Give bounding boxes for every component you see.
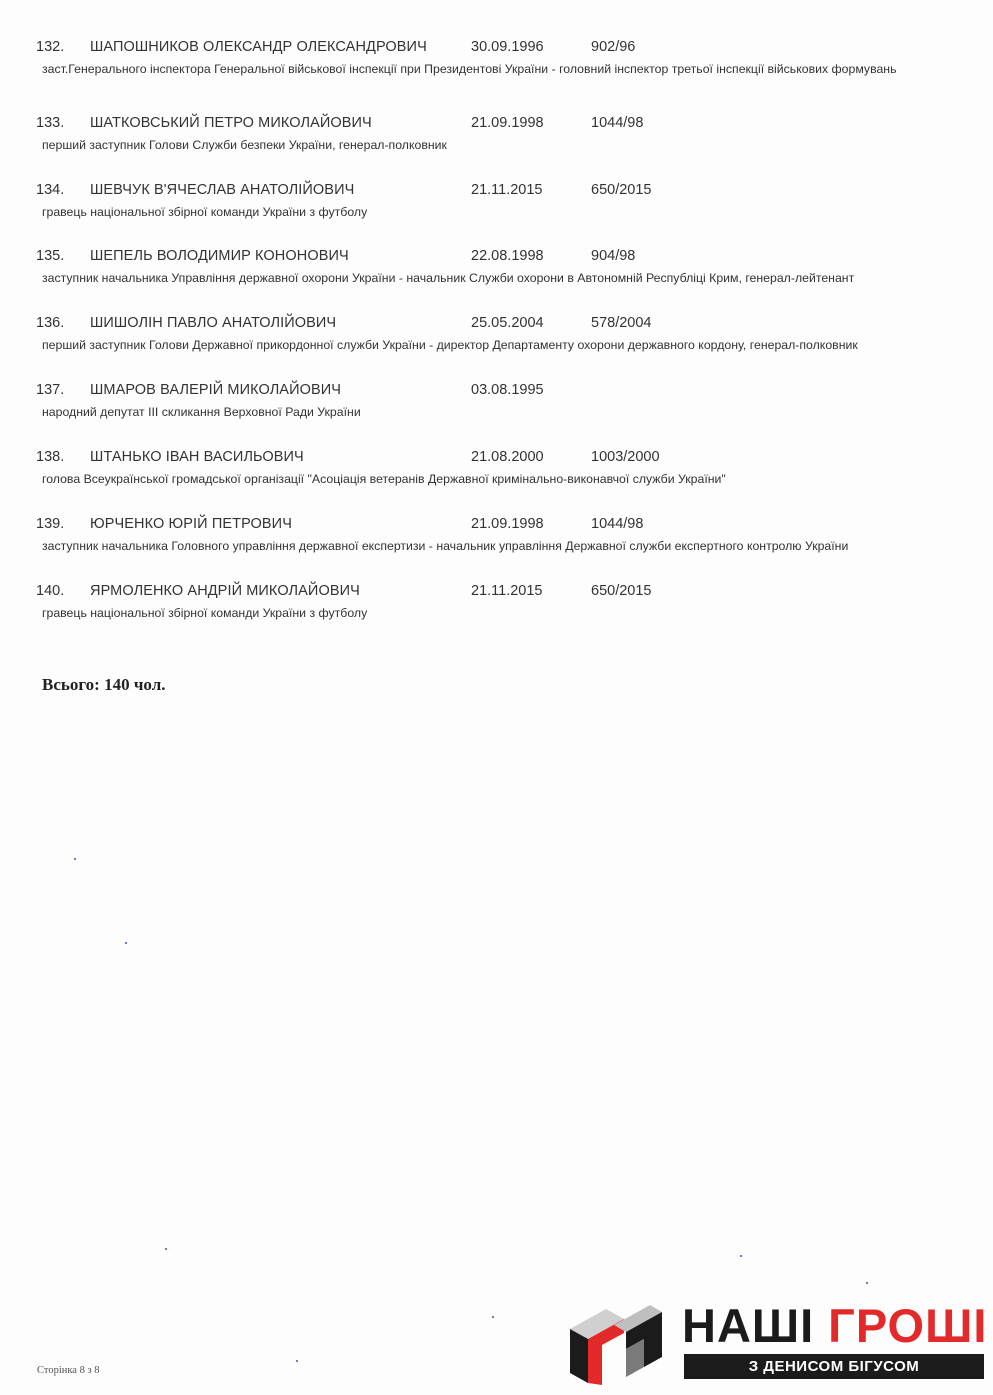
entry-name: ШТАНЬКО ІВАН ВАСИЛЬОВИЧ <box>90 449 304 465</box>
entry-name: ШЕВЧУК В'ЯЧЕСЛАВ АНАТОЛІЙОВИЧ <box>90 182 355 198</box>
scan-speck <box>866 1282 868 1284</box>
entry-decree: 650/2015 <box>591 182 652 198</box>
entry-date: 30.09.1996 <box>471 39 544 55</box>
entry-description: перший заступник Голови Служби безпеки України, генерал-полковник <box>42 138 447 152</box>
entry-number: 139. <box>36 516 65 532</box>
entry-decree: 1044/98 <box>591 115 644 131</box>
entry-date: 21.08.2000 <box>471 449 544 465</box>
entry-name: ШМАРОВ ВАЛЕРІЙ МИКОЛАЙОВИЧ <box>90 382 342 398</box>
entry-description: заст.Генерального інспектора Генеральної військової інспекції при Президентові України - головний інспектор третьої інспекції військових формувань <box>42 62 897 76</box>
scan-speck <box>125 942 127 944</box>
entry-name: ШЕПЕЛЬ ВОЛОДИМИР КОНОНОВИЧ <box>90 248 349 264</box>
entry-date: 25.05.2004 <box>471 315 544 331</box>
page-footer: Сторінка 8 з 8 <box>37 1365 100 1376</box>
entry-description: заступник начальника Головного управління державної експертизи - начальник управління Державної служби експертного контролю України <box>42 539 849 553</box>
entry-decree: 1003/2000 <box>591 449 660 465</box>
logo-subtitle: З ДЕНИСОМ БІГУСОМ <box>684 1354 984 1379</box>
scan-speck <box>492 1316 494 1318</box>
entry-number: 137. <box>36 382 65 398</box>
logo-title <box>682 1299 987 1353</box>
entry-name: ЯРМОЛЕНКО АНДРІЙ МИКОЛАЙОВИЧ <box>90 583 360 599</box>
entry-number: 134. <box>36 182 65 198</box>
entry-number: 132. <box>36 39 65 55</box>
entry-decree: 578/2004 <box>591 315 652 331</box>
entry-date: 21.11.2015 <box>471 182 543 198</box>
entry-number: 138. <box>36 449 65 465</box>
entry-date: 21.09.1998 <box>471 115 544 131</box>
entry-description: народний депутат III скликання Верховної Ради України <box>42 405 361 419</box>
entry-decree: 904/98 <box>591 248 636 264</box>
entry-description: заступник начальника Управління державної охорони України - начальник Служби охорони в Автономній Республіці Крим, генерал-лейтенант <box>42 271 855 285</box>
entry-date: 22.08.1998 <box>471 248 544 264</box>
entry-decree: 1044/98 <box>591 516 644 532</box>
entry-description: голова Всеукраїнської громадської організації "Асоціація ветеранів Державної кримінально-виконавчої служби України" <box>42 472 726 486</box>
entry-description: гравець національної збірної команди України з футболу <box>42 606 368 620</box>
entry-name: ШИШОЛІН ПАВЛО АНАТОЛІЙОВИЧ <box>90 315 337 331</box>
brand-logo <box>562 1295 988 1387</box>
entry-decree: 902/96 <box>591 39 636 55</box>
logo-word-2: ГРОШІ <box>828 1299 988 1352</box>
entry-name: ШАТКОВСЬКИЙ ПЕТРО МИКОЛАЙОВИЧ <box>90 115 372 131</box>
entry-name: ШАПОШНИКОВ ОЛЕКСАНДР ОЛЕКСАНДРОВИЧ <box>90 39 427 55</box>
entry-description: гравець національної збірної команди України з футболу <box>42 205 368 219</box>
scan-speck <box>74 858 76 860</box>
entry-date: 21.09.1998 <box>471 516 544 532</box>
scan-speck <box>740 1255 742 1257</box>
entry-description: перший заступник Голови Державної прикордонної служби України - директор Департаменту охорони державного кордону, генерал-полковник <box>42 338 858 352</box>
entry-number: 136. <box>36 315 65 331</box>
entry-number: 140. <box>36 583 65 599</box>
logo-mark-icon <box>562 1295 666 1387</box>
logo-word-1: НАШІ <box>682 1299 815 1352</box>
scan-speck <box>296 1360 298 1362</box>
entry-number: 133. <box>36 115 65 131</box>
entry-number: 135. <box>36 248 65 264</box>
entry-date: 03.08.1995 <box>471 382 544 398</box>
total-count: Всього: 140 чол. <box>42 675 166 694</box>
entry-name: ЮРЧЕНКО ЮРІЙ ПЕТРОВИЧ <box>90 516 292 532</box>
entry-decree: 650/2015 <box>591 583 652 599</box>
scan-speck <box>165 1248 167 1250</box>
entry-date: 21.11.2015 <box>471 583 543 599</box>
